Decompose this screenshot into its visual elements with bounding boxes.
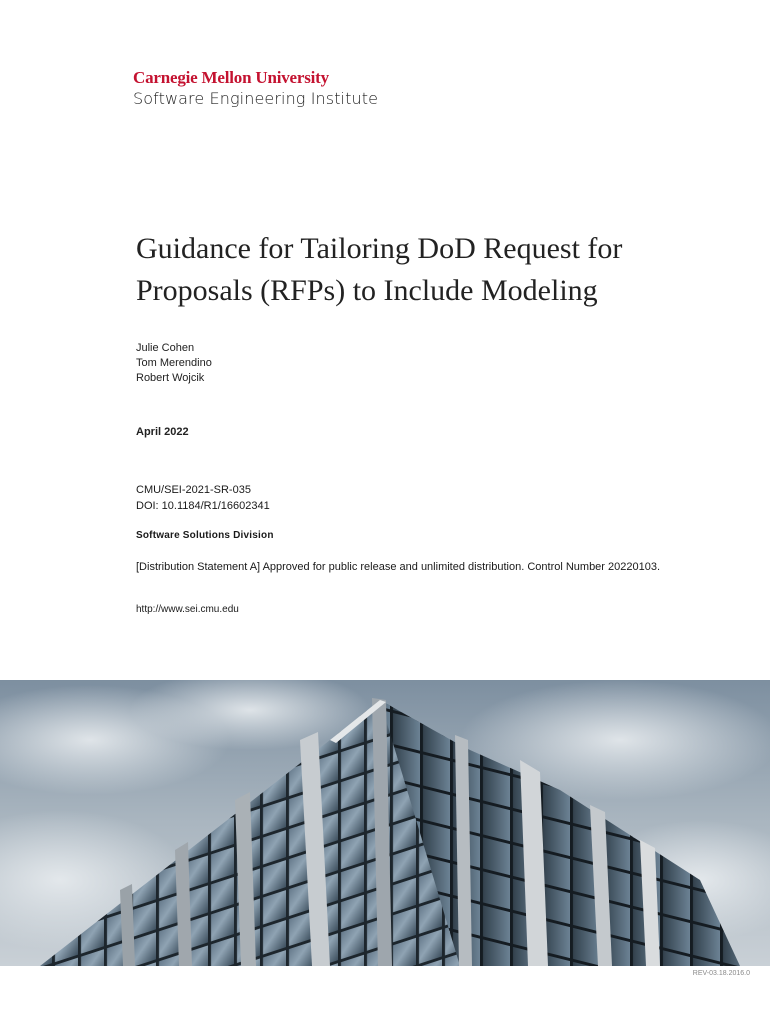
document-title: Guidance for Tailoring DoD Request for Proposals (RFPs) to Include Modeling bbox=[136, 232, 623, 307]
author-name: Robert Wojcik bbox=[136, 372, 205, 384]
sei-logo: Software Engineering Institute bbox=[133, 89, 379, 108]
website-url: http://www.sei.cmu.edu bbox=[136, 604, 239, 615]
author-list bbox=[136, 341, 212, 386]
author-name: Julie Cohen bbox=[136, 342, 195, 354]
building-photo bbox=[0, 680, 770, 966]
distribution-statement: [Distribution Statement A] Approved for public release and unlimited distribution. Control Number 20220103. bbox=[136, 561, 661, 573]
author-name: Tom Merendino bbox=[136, 357, 212, 369]
report-number: CMU/SEI-2021-SR-035 bbox=[136, 484, 251, 496]
division-name: Software Solutions Division bbox=[136, 530, 274, 541]
doi: DOI: 10.1184/R1/16602341 bbox=[136, 500, 270, 512]
publication-date: April 2022 bbox=[136, 426, 189, 438]
cmu-logo: Carnegie Mellon University bbox=[133, 68, 329, 87]
revision-code: REV-03.18.2016.0 bbox=[692, 970, 750, 977]
